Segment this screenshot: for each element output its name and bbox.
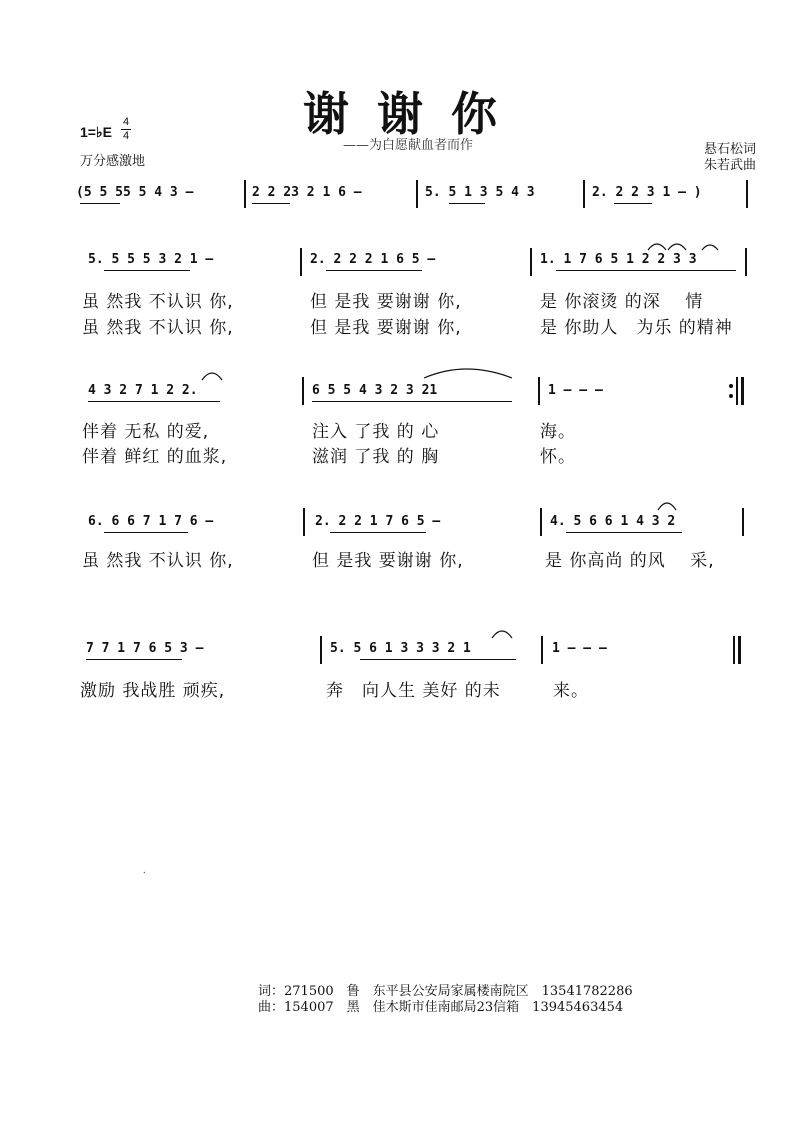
row3-measure-1-notes: 6. 6 6 7 1 7 6 – xyxy=(88,514,214,529)
row4-lyrics1-measure-3: 来。 xyxy=(553,681,589,701)
row4-measure-2-notes: 5. 5 6 1 3 3 3 2 1 xyxy=(330,641,471,656)
row2-lyrics2-measure-1: 伴着 鲜红 的血浆, xyxy=(82,447,228,467)
row4-lyrics1-measure-1: 激励 我战胜 顽疾, xyxy=(80,681,226,701)
row2-lyrics2-measure-2: 滋润 了我 的 胸 xyxy=(312,447,440,467)
row1-lyrics2-measure-3: 是 你助人 为乐 的精神 xyxy=(540,318,733,338)
row1-lyrics2-measure-1: 虽 然我 不认识 你, xyxy=(82,318,234,338)
intro-measure-3: 5. 5 1 3 5 4 3 xyxy=(425,185,535,200)
intro-measure-2: 2 2 23 2 1 6 – xyxy=(252,185,362,200)
row4-measure-1-notes: 7 7 1 7 6 5 3 – xyxy=(86,641,204,656)
row2-measure-2-notes: 6 5 5 4 3 2 3 21 xyxy=(312,383,438,398)
row1-measure-3-notes: 1. 1 7 6 5 1 2 2 3 3 xyxy=(540,252,697,267)
lyricist-credit: 悬石松词 xyxy=(703,142,756,157)
row3-measure-3-notes: 4. 5 6 6 1 4 3 2 xyxy=(550,514,676,529)
row1-measure-2-notes: 2. 2 2 2 1 6 5 – xyxy=(310,252,436,267)
slur xyxy=(702,245,718,250)
tempo-marking: 万分感激地 xyxy=(80,154,146,169)
row1-lyrics1-measure-3: 是 你滚烫 的深 情 xyxy=(540,292,704,312)
row1-lyrics2-measure-2: 但 是我 要谢谢 你, xyxy=(310,318,462,338)
row4-lyrics1-measure-2: 奔 向人生 美好 的未 xyxy=(326,681,501,701)
row2-lyrics1-measure-2: 注入 了我 的 心 xyxy=(312,422,440,442)
row1-measure-1-notes: 5. 5 5 5 3 2 1 – xyxy=(88,252,214,267)
row3-lyrics1-measure-3: 是 你高尚 的风 采, xyxy=(545,551,715,571)
footer-composer-address: 曲：154007 黑 佳木斯市佳南邮局23信箱 13945463454 xyxy=(258,1000,624,1015)
repeat-dot xyxy=(729,394,733,398)
song-title: 谢谢你 xyxy=(303,87,525,141)
row4-measure-3-notes: 1 – – – xyxy=(552,641,607,656)
song-subtitle: ——为白愿献血者而作 xyxy=(343,138,474,153)
key-signature: 1=♭E xyxy=(80,124,112,140)
row1-lyrics1-measure-2: 但 是我 要谢谢 你, xyxy=(310,292,462,312)
row2-lyrics2-measure-3: 怀。 xyxy=(540,447,576,467)
repeat-dot xyxy=(729,384,733,388)
row3-lyrics1-measure-1: 虽 然我 不认识 你, xyxy=(82,551,234,571)
footer-lyricist-address: 词：271500 鲁 东平县公安局家属楼南院区 13541782286 xyxy=(258,984,633,999)
stray-mark: ⸱ xyxy=(143,868,146,879)
row3-lyrics1-measure-2: 但 是我 要谢谢 你, xyxy=(312,551,464,571)
row2-lyrics1-measure-1: 伴着 无私 的爱, xyxy=(82,422,210,442)
slur xyxy=(492,631,512,638)
intro-measure-4: 2. 2 2 3 1 – ) xyxy=(592,185,702,200)
composer-credit: 朱若武曲 xyxy=(703,158,756,173)
time-signature-bottom: 4 xyxy=(122,130,130,142)
slur xyxy=(668,244,686,250)
intro-measure-1: (5 5 55 5 4 3 – xyxy=(76,185,194,200)
row3-measure-2-notes: 2. 2 2 1 7 6 5 – xyxy=(315,514,441,529)
row2-measure-1-notes: 4 3 2 7 1 2 2. xyxy=(88,383,198,398)
row2-measure-3-notes: 1 – – – xyxy=(548,383,603,398)
slur xyxy=(648,244,666,250)
slur xyxy=(658,503,676,510)
time-signature-top: 4 xyxy=(122,116,130,128)
row2-lyrics1-measure-3: 海。 xyxy=(540,422,576,442)
row1-lyrics1-measure-1: 虽 然我 不认识 你, xyxy=(82,292,234,312)
slur xyxy=(202,373,222,380)
slur xyxy=(424,369,512,378)
